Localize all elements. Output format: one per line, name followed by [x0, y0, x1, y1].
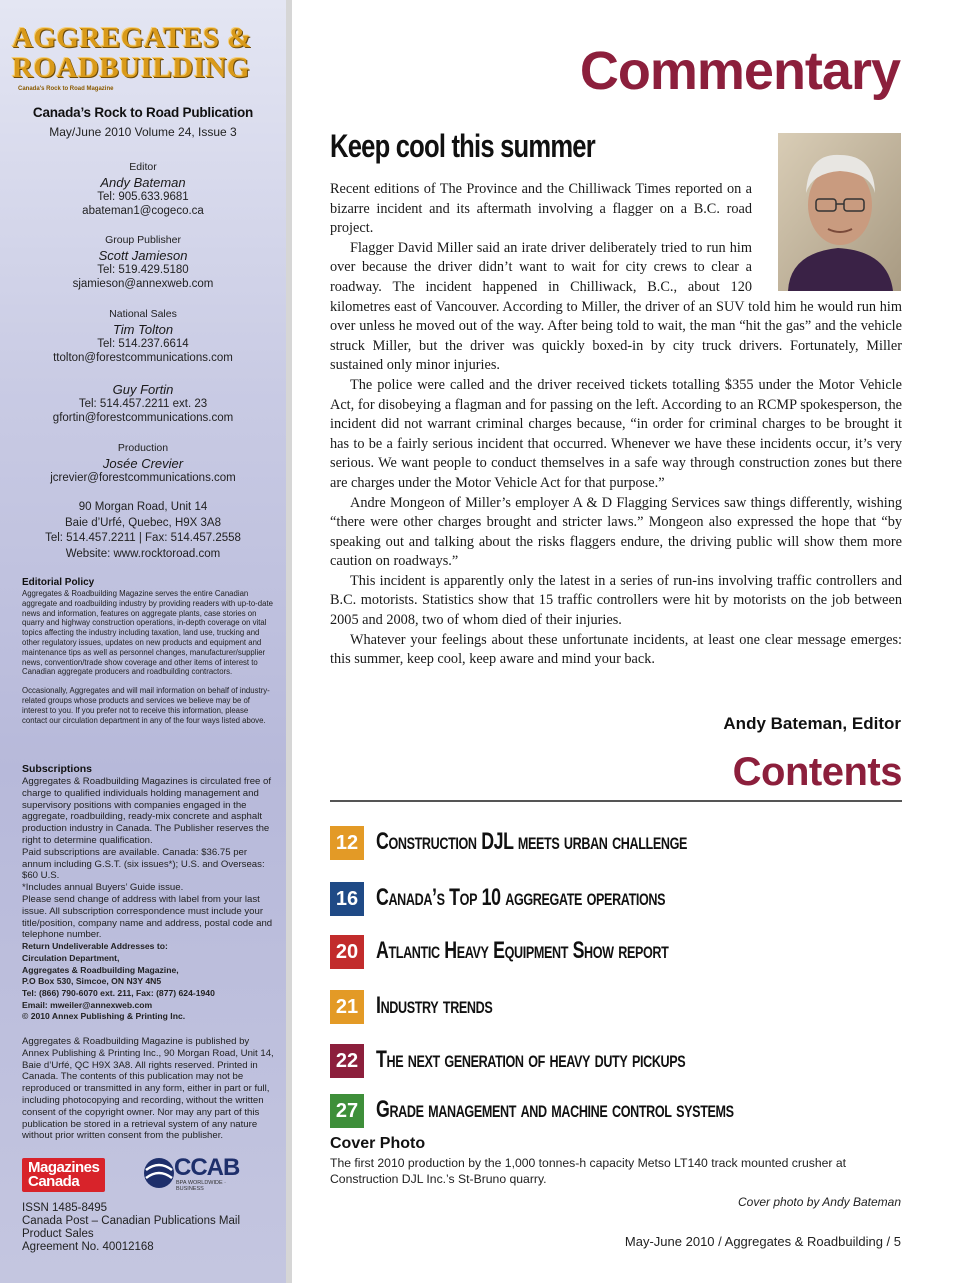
subscriptions: [22, 763, 274, 1023]
toc-title: Grade management and machine control systems: [376, 1096, 734, 1123]
toc-page-number: 16: [330, 882, 364, 916]
cover-photo-caption: The first 2010 production by the 1,000 tonnes-h capacity Metso LT140 track mounted crusher at Construction DJL Inc.’s St-Bruno quarry.: [330, 1156, 846, 1186]
subscriptions-change: Please send change of address with label from your last issue. All subscription correspondence must include your title/position, company name and address, postal code and telephone number.: [22, 893, 273, 941]
subscriptions-text: Aggregates & Roadbuilding Magazines is circulated free of charge to qualified individuals holding management and supervisory positions with companies engaged in the aggregate, roadbuilding, ready-mix concrete and asphalt production industry in Canada. The Publisher reserves the right to determine qualification.: [22, 776, 272, 846]
mc-logo-line: Canada: [28, 1173, 80, 1190]
staff-editor: [0, 160, 286, 218]
toc-title: Construction DJL meets urban challenge: [376, 828, 688, 855]
article-paragraph: Andre Mongeon of Miller’s employer A & D Flagging Services saw things differently, wishing “there were other charges brought and stricter laws.” Mongeon also expressed the hope that “by speaking out and talking about the risks flaggers endure, the driving public will show them more caution on roadways.”: [330, 494, 902, 570]
editorial-policy-text-2: Occasionally, Aggregates and will mail information on behalf of industry-related groups whose products and services we believe may be of interest to you. If you prefer not to receive this information, please contact our circulation department in any of the four ways listed above.: [22, 686, 270, 725]
staff-phone: Tel: 514.237.6614: [97, 338, 189, 350]
page-folio: May-June 2010 / Aggregates & Roadbuilding / 5: [624, 1234, 901, 1249]
section-title: Commentary: [579, 41, 900, 101]
postal-info: [22, 1202, 240, 1254]
return-address-email[interactable]: Email: mweiler@annexweb.com: [22, 999, 153, 1010]
staff-email[interactable]: abateman1@cogeco.ca: [82, 205, 204, 217]
magazines-canada-logo: [22, 1158, 120, 1194]
address-phone: Tel: 514.457.2211 | Fax: 514.457.2558: [45, 532, 241, 544]
issue-info: May/June 2010 Volume 24, Issue 3: [49, 125, 237, 139]
article-paragraph: Whatever your feelings about these unfortunate incidents, at least one clear message emerges: this summer, keep cool, keep aware and mind your back.: [330, 631, 902, 668]
article-title: Keep cool this summer: [330, 128, 595, 164]
staff-role: Production: [117, 442, 169, 454]
agreement-number: Agreement No. 40012168: [22, 1241, 154, 1253]
subscriptions-paid: Paid subscriptions are available. Canada: $36.75 per annum including G.S.T. (six issues*); U.S. and Overseas: $60 U.S.: [22, 846, 265, 882]
postal-line: Canada Post – Canadian Publications Mail: [22, 1215, 240, 1227]
staff-group-publisher: [0, 233, 286, 291]
ccab-wordmark: CCAB: [174, 1154, 240, 1181]
ccab-globe-icon: [142, 1156, 176, 1190]
return-address-line: Return Undeliverable Addresses to:: [22, 941, 168, 952]
mc-logo-line: Magazines: [28, 1159, 100, 1176]
article-signoff: Andy Bateman, Editor: [723, 714, 901, 733]
staff-role: Group Publisher: [105, 234, 181, 246]
staff-name: Josée Crevier: [102, 456, 184, 471]
toc-title: Atlantic Heavy Equipment Show report: [376, 937, 669, 964]
staff-phone: Tel: 519.429.5180: [97, 264, 189, 276]
return-address-line: P.O Box 530, Simcoe, ON N3Y 4N5: [22, 976, 162, 987]
toc-title: The next generation of heavy duty pickups: [376, 1046, 686, 1073]
logo-tagline: Canada's Rock to Road Magazine: [18, 86, 114, 92]
subscriptions-note: *Includes annual Buyers’ Guide issue.: [22, 882, 184, 894]
contents-divider: [330, 800, 902, 802]
toc-page-number: 22: [330, 1044, 364, 1078]
article-paragraph: Flagger David Miller said an irate driver deliberately tried to run him over because the driver didn’t want to wait for city crews to clear a roadway. The incident happened in Chilliwack, B.C., about 120 kilometres east of Vancouver. According to Miller, the driver of an SUV told him he would run him over unless he moved out of the way. After being told to wait, the man “hit the gas” and the vehicle struck Miller, but the driver was quickly boxed-in by city truck drivers. Fortunately, Miller sustained only minor injuries.: [330, 239, 902, 374]
staff-name: Guy Fortin: [112, 382, 174, 397]
staff-production: [0, 441, 286, 485]
staff-name: Andy Bateman: [100, 175, 186, 190]
magazine-logo: [12, 24, 274, 96]
article-paragraph: This incident is apparently only the latest in a series of run-ins involving traffic controllers and B.C. motorists. Statistics show that 15 traffic controllers were hit by motorists on the job between 2005 and 2008, two of whom died of their injuries.: [330, 572, 902, 629]
publisher-note: Aggregates & Roadbuilding Magazine is published by Annex Publishing & Printing Inc., 90 Morgan Road, Unit 14, Baie d’Urfé, QC H9X 3A8. All rights reserved. Printed in Canada. The contents of this publication may not be reproduced or transmitted in any form, either in part or full, including photocopying and recording, without the written consent of the copyright owner. Nor may any part of this publication be stored in a retrieval system of any nature without prior written consent from the publisher.: [22, 1036, 274, 1142]
contents-title: Contents: [732, 750, 902, 794]
address-line: 90 Morgan Road, Unit 14: [78, 501, 208, 513]
ccab-subtext: BPA WORLDWIDE · BUSINESS: [176, 1180, 227, 1192]
staff-name: Scott Jamieson: [98, 248, 188, 263]
editorial-policy-text: Aggregates & Roadbuilding Magazine serves the entire Canadian aggregate and roadbuilding industry by providing readers with up-to-date news and information, features on aggregate plants, case stories on quarry and highway construction operations, in-depth coverage on vital topics affecting the industry including taxation, land use, trucking and other regulatory issues, updates on new products and equipment and maintenance tips as well as personnel changes, manufacturer/supplier news, convention/trade show coverage and other items of interest to Canadian aggregate producers and roadbuilding contractors.: [22, 589, 273, 677]
return-address-line: Aggregates & Roadbuilding Magazine,: [22, 964, 179, 975]
staff-email[interactable]: gfortin@forestcommunications.com: [52, 412, 234, 424]
ccab-logo: [142, 1154, 252, 1196]
issn: ISSN 1485-8495: [22, 1202, 108, 1214]
staff-email[interactable]: jcrevier@forestcommunications.com: [50, 472, 236, 484]
logo-line-2: ROADBUILDING: [12, 52, 251, 84]
article-paragraph: The police were called and the driver received tickets totalling $355 under the Motor Vehicle Act, for disobeying a flagman and for passing on the left. According to an RCMP spokesperson, the incident did not warrant criminal charges because, “in order for criminal charges to be brought it has to be a fairly serious incident that occurred. Whenever we have these incidents occur, it’s very serious. We want people to conduct themselves in a safe way through construction zones but there are charges under the Motor Vehicle Act for that purpose.”: [330, 376, 902, 491]
staff-phone: Tel: 514.457.2211 ext. 23: [78, 398, 208, 410]
return-address-line: Tel: (866) 790-6070 ext. 211, Fax: (877) 624-1940: [22, 987, 215, 998]
staff-email[interactable]: ttolton@forestcommunications.com: [53, 352, 233, 364]
toc-title: Canada’s Top 10 aggregate operations: [376, 884, 666, 911]
publication-tagline: Canada’s Rock to Road Publication: [32, 105, 254, 120]
return-address-line: Circulation Department,: [22, 952, 120, 963]
editorial-policy-heading: Editorial Policy: [22, 577, 95, 588]
toc-page-number: 27: [330, 1094, 364, 1128]
staff-national-sales: [0, 307, 286, 365]
editorial-policy: [22, 577, 274, 725]
toc-page-number: 21: [330, 990, 364, 1024]
toc-page-number: 12: [330, 826, 364, 860]
copyright-line: © 2010 Annex Publishing & Printing Inc.: [22, 1011, 186, 1022]
address-line: Baie d’Urfé, Quebec, H9X 3A8: [65, 516, 221, 529]
staff-sales-2: [0, 382, 286, 425]
cover-photo-heading: Cover Photo: [330, 1135, 426, 1152]
office-address: [0, 500, 286, 562]
toc-page-number: 20: [330, 935, 364, 969]
staff-role: National Sales: [109, 308, 177, 320]
staff-role: Editor: [129, 161, 157, 173]
staff-email[interactable]: sjamieson@annexweb.com: [72, 278, 214, 290]
masthead-sidebar: [0, 0, 292, 1283]
staff-name: Tim Tolton: [112, 322, 174, 337]
subscriptions-heading: Subscriptions: [22, 763, 93, 775]
cover-photo-credit: Cover photo by Andy Bateman: [738, 1195, 901, 1209]
logo-line-1: AGGREGATES &: [12, 22, 252, 54]
toc-title: Industry trends: [376, 992, 493, 1019]
address-website[interactable]: Website: www.rocktoroad.com: [65, 547, 221, 560]
staff-phone: Tel: 905.633.9681: [97, 191, 189, 203]
postal-line: Product Sales: [22, 1228, 94, 1240]
article-paragraph: Recent editions of The Province and the Chilliwack Times reported on a bizarre incident and its aftermath involving a flagger on a B.C. road project.: [330, 181, 752, 237]
commentary-article: [330, 180, 902, 670]
